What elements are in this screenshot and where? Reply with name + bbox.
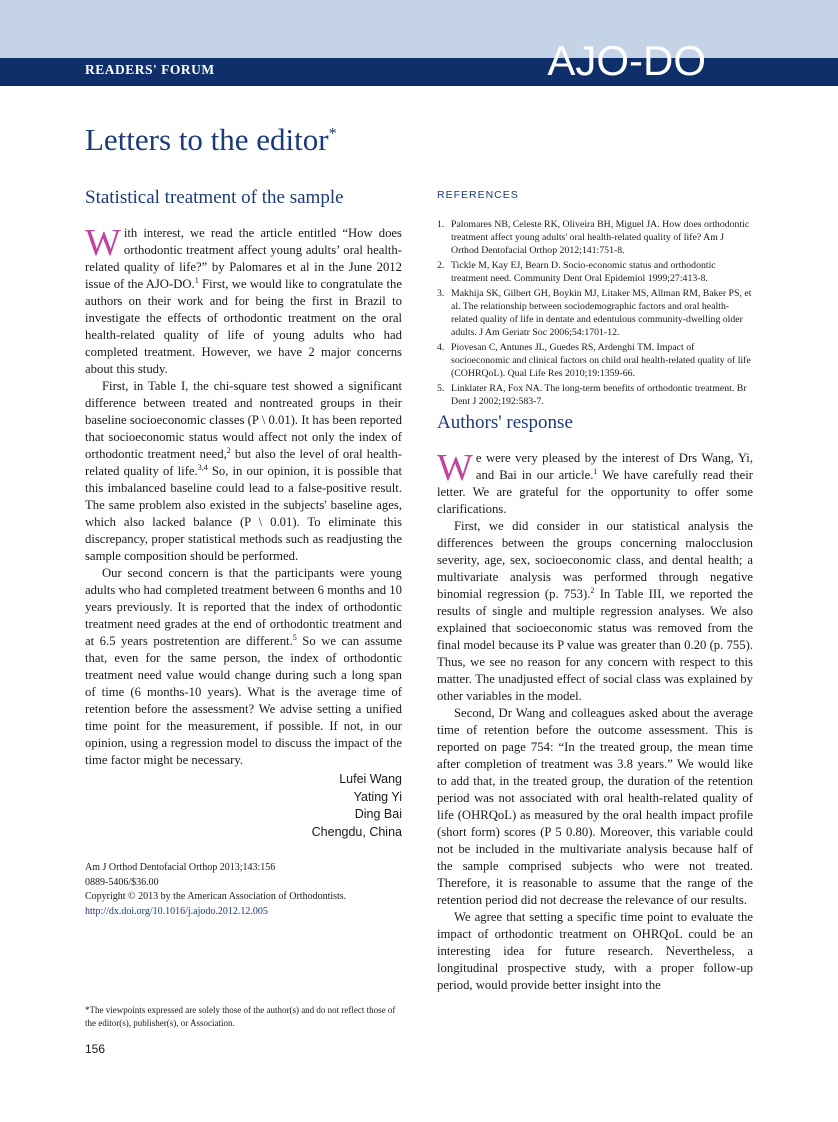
letter-paragraph-1: With interest, we read the article entitled “How does orthodontic treatment affect young adults’ oral health-related quality of life?” by Palomares et al in the June 2012 issue of the AJO-DO.$^1$ First, we would like to congratulate the authors on their work and for being the first in Brazil to investigate the effects of orthodontic treatment on the oral health-related quality of life of young adults who had completed treatment. However, we have 2 major concerns about this study. xyxy=(85,222,402,376)
left-column xyxy=(85,185,402,919)
signatures xyxy=(85,771,402,841)
journal-logo: AJO-DO xyxy=(547,37,706,84)
response-paragraph-2: First, we did consider in our statistical analysis the differences between the groups concerning malocclusion severity, age, sex, socioeconomic class, and dental health; a multivariate analysis was performed through negative binomial regression (p. 753).$^2$ In Table III, we reported the results of single and multiple regression analyses. We also explained that socioeconomic status was removed from the final model because its P value was greater than 0.20 (p. 755). Thus, we see no reason for any concern with respect to this matter. The unadjusted effect of social class was explained by other variables in the model. xyxy=(437,519,754,703)
letter-heading: Statistical treatment of the sample xyxy=(85,187,344,208)
reference-item: 2. Tickle M, Kay EJ, Bearn D. Socio-economic status and orthodontic treatment need. Community Dent Oral Epidemiol 1999;27:413-8. xyxy=(437,260,716,284)
journal-copyright: Copyright © 2013 by the American Association of Orthodontists. xyxy=(85,891,347,902)
response-paragraph-1: We were very pleased by the interest of Drs Wang, Yi, and Bai in our article.$^1$ We have carefully read their letter. We are grateful for the opportunity to offer some clarifications. xyxy=(437,447,753,516)
page-title-text: Letters to the editor xyxy=(85,122,329,157)
reference-item: 3. Makhija SK, Gilbert GH, Boykin MJ, Litaker MS, Allman RM, Baker PS, et al. The relationship between sociodemographic factors and oral health-related quality of life in dentate and edentulous community-dwelling older adults. J Am Geriatr Soc 2006;54:1701-12. xyxy=(437,288,752,338)
response-paragraph-3: Second, Dr Wang and colleagues asked about the average time of retention before the outcome assessment. This is reported on page 754: “In the treated group, the mean time after completion of treatment was 3.8 years.” We would like to add that, in the treated group, the duration of the retention period was not associated with oral health-related quality of life (OHRQoL) as measured by the oral health impact profile (short form) scores (P 5 0.80). Moreover, this variable could not be included in the multivariate analysis because half of the sample comprised subjects who were not treated. Therefore, it is reasonable to assume that the range of the retention period did not decrease the relevance of our results. xyxy=(437,706,753,907)
reference-item: 1. Palomares NB, Celeste RK, Oliveira BH, Miguel JA. How does orthodontic treatment affect young adults' oral health-related quality of life? Am J Orthod Dentofacial Orthop 2012;141:751-8. xyxy=(437,219,750,256)
title-footnote-mark: * xyxy=(328,125,337,143)
footnote: *The viewpoints expressed are solely those of the author(s) and do not reflect those of the editor(s), publisher(s), or Association. xyxy=(85,1005,396,1028)
signature-location: Chengdu, China xyxy=(311,824,402,839)
letter-paragraph-3: Our second concern is that the participants were young adults who had completed treatment between 6 months and 10 years previously. It is reported that the index of orthodontic treatment need grades at the end of orthodontic treatment and at 6.5 years postretention are different.$^5$ So we can assume that, even for the same person, the index of orthodontic treatment need value would change during such a long span of time (6 months-10 years). What is the average time of retention before the assessment? We advise setting a unified time point for the measurement, if possible. If not, in our opinion, using a regression model to discuss the impact of the time factor might be necessary. xyxy=(85,566,402,767)
signature-line: Ding Bai xyxy=(354,807,402,821)
section-label: READERS' FORUM xyxy=(85,62,215,77)
header-top-band xyxy=(0,0,838,58)
journal-info xyxy=(85,861,402,919)
reference-item: 5. Linklater RA, Fox NA. The long-term benefits of orthodontic treatment. Br Dent J 2002;192:583-7. xyxy=(437,383,747,407)
response-dropcap: W xyxy=(437,447,473,489)
page-title xyxy=(85,122,337,158)
letter-dropcap: W xyxy=(85,222,121,264)
letter-paragraph-2: First, in Table I, the chi-square test showed a significant difference between treated and nontreated groups in their baseline socioeconomic classes (P \ 0.01). It has been reported that socioeconomic status would affect not only the index of orthodontic treatment need,$^2$ but also the level of oral health-related quality of life.$^{3,4}$ So, in our opinion, it is possible that this imbalanced baseline could lead to a false-positive result. The same problem also existed in the subjects' baseline ages, which also lacked balance (P \ 0.01). To eliminate this discrepancy, proper statistical methods such as readjusting the sample composition should be performed. xyxy=(85,379,402,563)
page-number: 156 xyxy=(85,1042,106,1056)
right-column xyxy=(437,185,753,994)
response-paragraph-4: We agree that setting a specific time point to evaluate the impact of orthodontic treatment on OHRQoL could be an interesting idea for future research. Nevertheless, a longitudinal prospective study, with a proper follow-up period, would provide better insight into the xyxy=(437,910,753,992)
journal-issn: 0889-5406/$36.00 xyxy=(85,876,159,888)
doi-link[interactable]: http://dx.doi.org/10.1016/j.ajodo.2012.12.005 xyxy=(85,905,268,917)
reference-item: 4. Piovesan C, Antunes JL, Guedes RS, Ardenghi TM. Impact of socioeconomic and clinical factors on child oral health-related quality of life (COHRQoL). Qual Life Res 2010;19:1359-66. xyxy=(437,342,751,379)
reference-list xyxy=(437,218,753,408)
response-heading: Authors' response xyxy=(437,412,573,433)
references-title: REFERENCES xyxy=(437,189,519,201)
signature-line: Lufei Wang xyxy=(339,772,402,786)
signature-line: Yating Yi xyxy=(353,789,402,804)
journal-citation: Am J Orthod Dentofacial Orthop 2013;143:156 xyxy=(85,862,276,873)
